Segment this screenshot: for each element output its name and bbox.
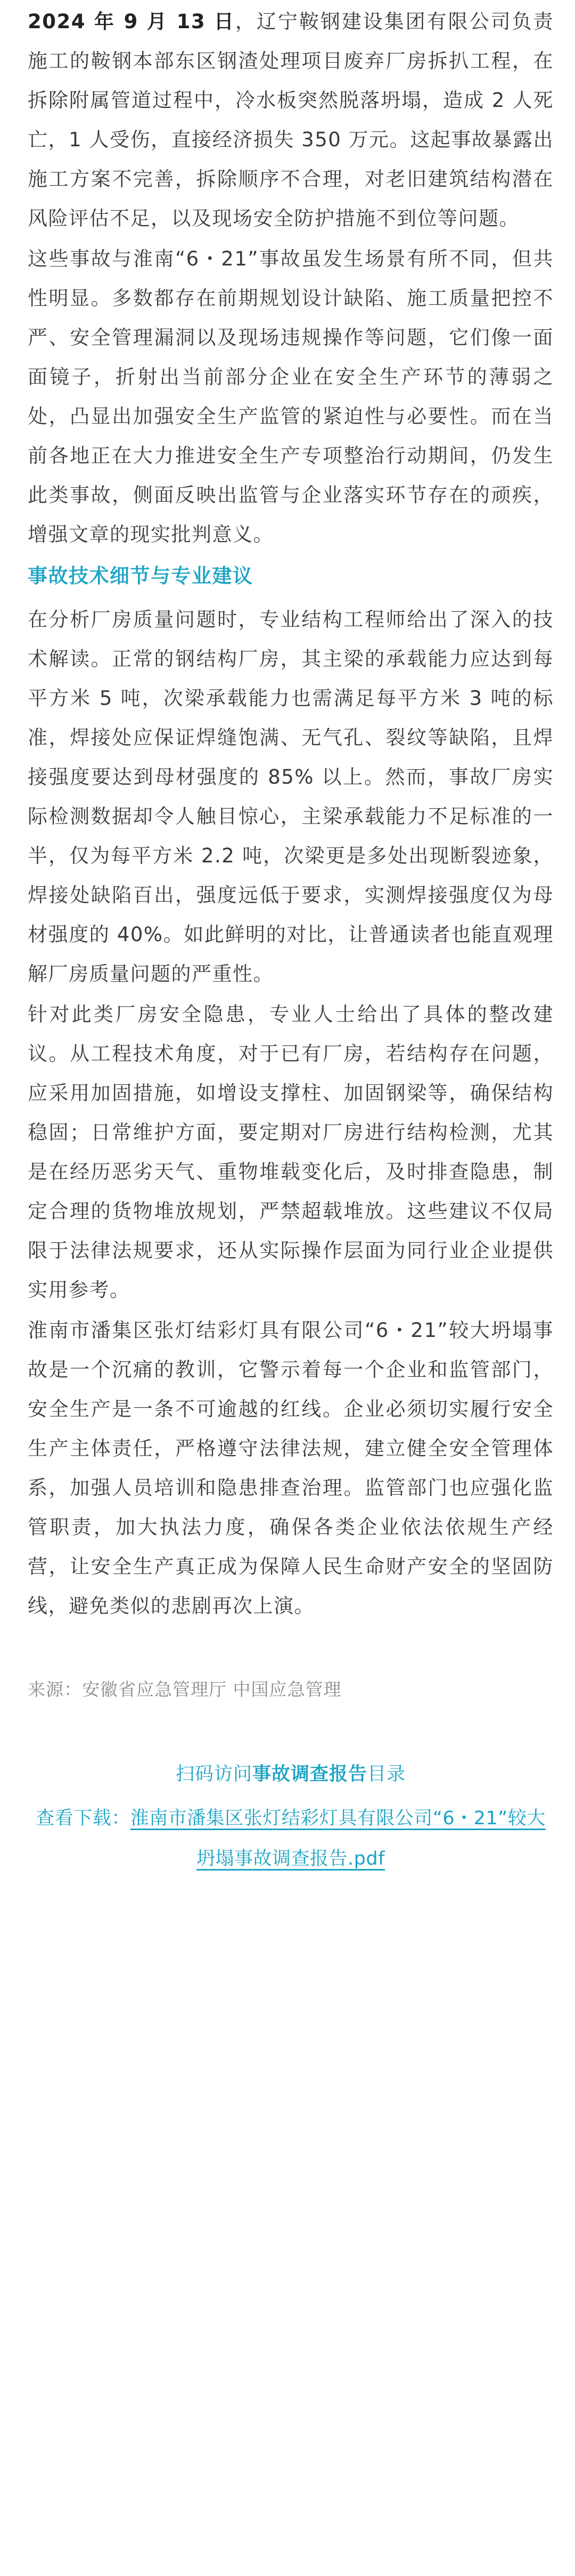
report-title-bold: 事故调查报告 (252, 1764, 367, 1785)
paragraph-rectification-advice: 针对此类厂房安全隐患，专业人士给出了具体的整改建议。从工程技术角度，对于已有厂房，若结构存在问题，应采用加固措施，如增设支撑柱、加固钢梁等，确保结构稳固；日常维护方面，要定期对厂房进行结构检测，尤其是在经历恶劣天气、重物堆载变化后，及时排查隐患，制定合理的货物堆放规划，严禁超载堆放。这些建议不仅局限于法律法规要求，还从实际操作层面为同行业企业提供实用参考。 (28, 1003, 554, 1301)
download-line (28, 1798, 554, 1879)
paragraph-anshan-accident (28, 2, 554, 238)
paragraph-technical-analysis: 在分析厂房质量问题时，专业结构工程师给出了深入的技术解读。正常的钢结构厂房，其主梁的承载能力应达到每平方米 5 吨，次梁承载能力也需满足每平方米 3 吨的标准，焊接处应保证焊缝饱满、无气孔、裂纹等缺陷，且焊接强度要达到母材强度的 85% 以上。然而，事故厂房实际检测数据却令人触目惊心，主梁承载能力不足标准的一半，仅为每平方米 2.2 吨，次梁更是多处出现断裂迹象，焊接处缺陷百出，强度远低于要求，实测焊接强度仅为母材强度的 40%。如此鲜明的对比，让普通读者也能直观理解厂房质量问题的严重性。 (28, 608, 554, 985)
report-title-prefix: 扫码访问 (175, 1764, 252, 1785)
report-block (28, 1757, 554, 1879)
paragraph-common-issues: 这些事故与淮南“6・21”事故虽发生场景有所不同，但共性明显。多数都存在前期规划设计缺陷、施工质量把控不严、安全管理漏洞以及现场违规操作等问题，它们像一面面镜子，折射出当前部分企业在安全生产环节的薄弱之处，凸显出加强安全生产监管的紧迫性与必要性。而在当前各地正在大力推进安全生产专项整治行动期间，仍发生此类事故，侧面反映出监管与企业落实环节存在的顽疾，增强文章的现实批判意义。 (28, 247, 554, 546)
paragraph-anshan-text: ，辽宁鞍钢建设集团有限公司负责施工的鞍钢本部东区钢渣处理项目废弃厂房拆扒工程，在拆除附属管道过程中，冷水板突然脱落坍塌，造成 2 人死亡，1 人受伤，直接经济损失 350 万元。这起事故暴露出施工方案不完善，拆除顺序不合理，对老旧建筑结构潜在风险评估不足，以及现场安全防护措施不到位等问题。 (28, 10, 554, 230)
report-download-link[interactable]: 淮南市潘集区张灯结彩灯具有限公司“6・21”较大坍塌事故调查报告.pdf (130, 1808, 546, 1869)
accident-date: 2024 年 9 月 13 日 (28, 10, 235, 33)
section-heading-technical: 事故技术细节与专业建议 (28, 564, 253, 587)
source-attribution: 来源：安徽省应急管理厅 中国应急管理 (28, 1679, 342, 1700)
report-title (28, 1757, 554, 1792)
report-title-suffix: 目录 (367, 1764, 406, 1785)
download-prefix: 查看下载： (36, 1808, 130, 1829)
paragraph-conclusion: 淮南市潘集区张灯结彩灯具有限公司“6・21”较大坍塌事故是一个沉痛的教训，它警示着每一个企业和监管部门，安全生产是一条不可逾越的红线。企业必须切实履行安全生产主体责任，严格遵守法律法规，建立健全安全管理体系，加强人员培训和隐患排查治理。监管部门也应强化监管职责，加大执法力度，确保各类企业依法依规生产经营，让安全生产真正成为保障人民生命财产安全的坚固防线，避免类似的悲剧再次上演。 (28, 1319, 554, 1617)
article-body (0, 2, 575, 1879)
